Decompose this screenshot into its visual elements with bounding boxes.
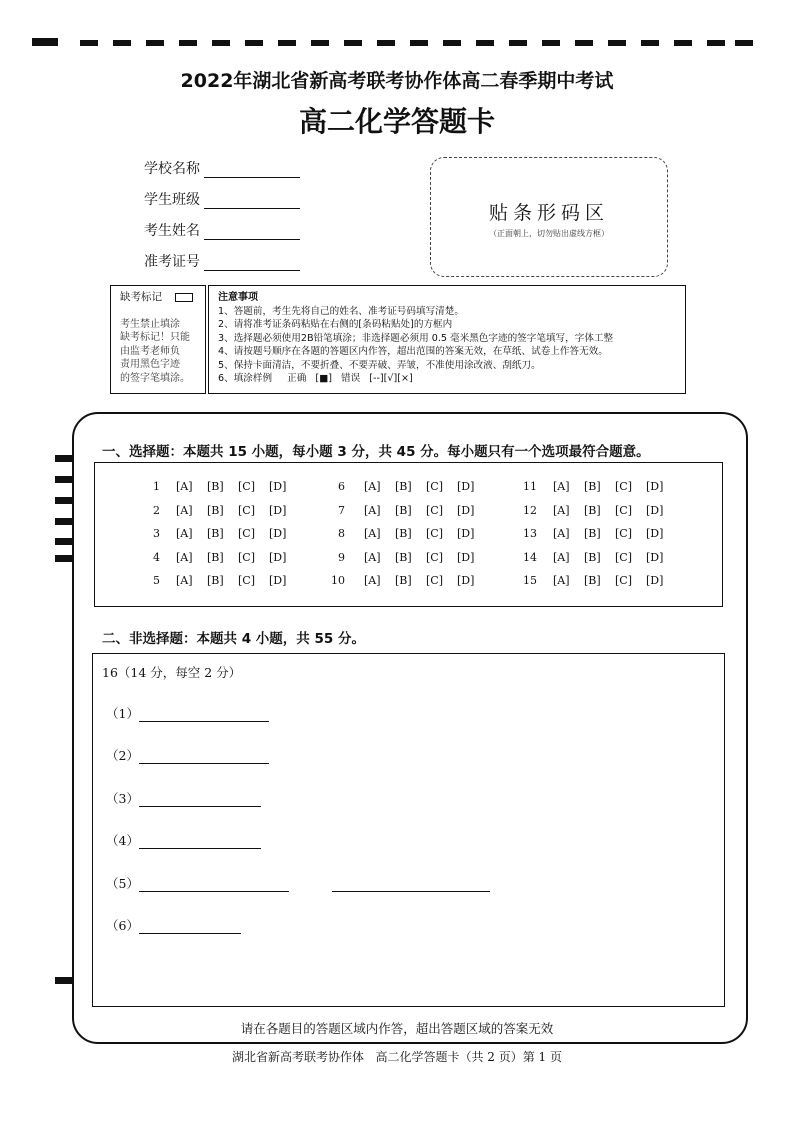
q16-part-1[interactable] xyxy=(106,704,269,722)
choice-bubble[interactable]: [D] xyxy=(646,574,664,587)
part-label: （1） xyxy=(106,706,139,721)
choice-bubble[interactable]: [A] xyxy=(364,574,381,587)
choice-bubble[interactable]: [C] xyxy=(615,551,632,564)
answer-line[interactable] xyxy=(139,879,289,892)
choice-bubble[interactable]: [B] xyxy=(584,480,601,493)
timing-mark xyxy=(410,40,428,46)
choice-bubble[interactable]: [C] xyxy=(238,480,255,493)
answer-line[interactable] xyxy=(139,921,241,934)
barcode-note: （正面朝上，切勿贴出虚线方框） xyxy=(489,229,609,238)
choice-bubble[interactable]: [C] xyxy=(426,574,443,587)
choice-bubble[interactable]: [B] xyxy=(395,480,412,493)
q16-heading: 16（14 分，每空 2 分） xyxy=(102,665,242,680)
notes-item: 1、答题前，考生先将自己的姓名、准考证号码填写清楚。 xyxy=(218,306,464,317)
question-number: 10 xyxy=(331,574,345,587)
choice-bubble[interactable]: [D] xyxy=(646,527,664,540)
exam-title: 2022年湖北省新高考联考协作体高二春季期中考试 xyxy=(180,70,614,92)
choice-bubble[interactable]: [A] xyxy=(364,527,381,540)
choice-bubble[interactable]: [D] xyxy=(646,480,664,493)
choice-bubble[interactable]: [A] xyxy=(553,551,570,564)
answer-area-warning: 请在各题目的答题区域内作答，超出答题区域的答案无效 xyxy=(240,1021,554,1036)
timing-mark xyxy=(55,555,73,562)
question-number: 2 xyxy=(153,504,160,517)
question-number: 7 xyxy=(338,504,345,517)
choice-bubble[interactable]: [A] xyxy=(553,480,570,493)
choice-bubble[interactable]: [C] xyxy=(615,527,632,540)
card-title: 高二化学答题卡 xyxy=(298,105,495,138)
part-label: （2） xyxy=(106,748,139,763)
choice-bubble[interactable]: [B] xyxy=(207,574,224,587)
absent-mark-title: 缺考标记 xyxy=(120,291,162,303)
choice-bubble[interactable]: [D] xyxy=(457,480,475,493)
notes-item: 4、请按题号顺序在各题的答题区内作答，超出范围的答案无效，在草纸、试卷上作答无效。 xyxy=(218,346,608,358)
choice-bubble[interactable]: [B] xyxy=(395,574,412,587)
choice-bubble[interactable]: [B] xyxy=(584,574,601,587)
notes-sample-line xyxy=(218,372,613,385)
notes-item: 2、请将准考证条码粘贴在右侧的[条码粘贴处]的方框内 xyxy=(218,319,453,331)
answer-line[interactable] xyxy=(332,879,490,892)
timing-mark xyxy=(707,40,725,46)
wrong-label: 错误 xyxy=(341,373,361,385)
q16-part-5[interactable] xyxy=(106,874,490,892)
timing-mark xyxy=(55,518,73,525)
choice-bubble[interactable]: [B] xyxy=(395,504,412,517)
notes-item: 5、保持卡面清洁，不要折叠、不要弄破、弄皱，不准使用涂改液、刮纸刀。 xyxy=(218,359,541,371)
choice-bubble[interactable]: [D] xyxy=(269,551,287,564)
choice-bubble[interactable]: [D] xyxy=(269,574,287,587)
choice-bubble[interactable]: [C] xyxy=(426,551,443,564)
choice-bubble[interactable]: [D] xyxy=(269,527,287,540)
choice-bubble[interactable]: [A] xyxy=(553,574,570,587)
field-line xyxy=(204,256,300,271)
choice-bubble[interactable]: [A] xyxy=(364,551,381,564)
correct-label: 正确 xyxy=(287,373,307,385)
timing-mark xyxy=(641,40,659,46)
section2-title: 二、非选择题：本题共 4 小题，共 55 分。 xyxy=(102,631,365,647)
q16-part-4[interactable] xyxy=(106,831,261,849)
timing-mark xyxy=(245,40,263,46)
timing-mark xyxy=(344,40,362,46)
choice-bubble[interactable]: [D] xyxy=(646,504,664,517)
choice-bubble[interactable]: [B] xyxy=(207,527,224,540)
choice-bubble[interactable]: [B] xyxy=(584,527,601,540)
timing-mark xyxy=(80,40,98,46)
choice-bubble[interactable]: [C] xyxy=(238,504,255,517)
timing-mark xyxy=(278,40,296,46)
choice-bubble[interactable]: [C] xyxy=(426,527,443,540)
choice-bubble[interactable]: [C] xyxy=(238,574,255,587)
timing-mark xyxy=(311,40,329,46)
timing-mark xyxy=(674,40,692,46)
choice-bubble[interactable]: [C] xyxy=(615,504,632,517)
field-label: 学校名称 xyxy=(144,161,200,177)
choice-bubble[interactable]: [A] xyxy=(176,480,193,493)
choice-bubble[interactable]: [B] xyxy=(207,504,224,517)
field-line xyxy=(204,225,300,240)
question-number: 12 xyxy=(523,504,537,517)
question-number: 6 xyxy=(338,480,345,493)
timing-mark xyxy=(377,40,395,46)
barcode-area[interactable] xyxy=(430,157,668,277)
timing-mark xyxy=(55,455,73,462)
choice-bubble[interactable]: [A] xyxy=(364,504,381,517)
notes-title: 注意事项 xyxy=(218,292,258,303)
choice-bubble[interactable]: [B] xyxy=(207,551,224,564)
page-footer: 湖北省新高考联考协作体 高二化学答题卡（共 2 页）第 1 页 xyxy=(232,1050,562,1064)
field-line xyxy=(204,163,300,178)
question-number: 8 xyxy=(338,527,345,540)
choice-bubble[interactable]: [A] xyxy=(553,504,570,517)
absent-mark-box xyxy=(110,285,206,394)
field-label: 准考证号 xyxy=(144,254,200,270)
choice-bubble[interactable]: [D] xyxy=(269,504,287,517)
choice-bubble[interactable]: [B] xyxy=(395,527,412,540)
choice-bubble[interactable]: [C] xyxy=(615,574,632,587)
part-label: （5） xyxy=(106,876,139,891)
choice-bubble[interactable]: [C] xyxy=(615,480,632,493)
choice-bubble[interactable]: [C] xyxy=(238,551,255,564)
question-number: 4 xyxy=(153,551,160,564)
question-number: 14 xyxy=(523,551,537,564)
choice-bubble[interactable]: [D] xyxy=(457,551,475,564)
answer-line[interactable] xyxy=(139,836,261,849)
class-field[interactable] xyxy=(144,189,300,209)
q16-part-6[interactable] xyxy=(106,916,241,934)
question-number: 13 xyxy=(523,527,537,540)
choice-bubble[interactable]: [A] xyxy=(176,527,193,540)
q16-part-3[interactable] xyxy=(106,789,261,807)
notes-box xyxy=(208,285,686,394)
question-number: 3 xyxy=(153,527,160,540)
choice-bubble[interactable]: [D] xyxy=(646,551,664,564)
answer-line[interactable] xyxy=(139,751,269,764)
timing-mark xyxy=(443,40,461,46)
choice-bubble[interactable]: [D] xyxy=(457,527,475,540)
choice-bubble[interactable]: [D] xyxy=(457,504,475,517)
correct-sample: [■] xyxy=(315,373,332,385)
choice-bubble[interactable]: [D] xyxy=(457,574,475,587)
absent-text-line: 责用黑色字迹 xyxy=(120,359,180,371)
timing-mark xyxy=(113,40,131,46)
choice-bubble[interactable]: [C] xyxy=(426,480,443,493)
timing-mark xyxy=(55,497,73,504)
part-label: （4） xyxy=(106,833,139,848)
choice-bubble[interactable]: [D] xyxy=(269,480,287,493)
choice-bubble[interactable]: [C] xyxy=(426,504,443,517)
timing-mark xyxy=(32,38,58,46)
timing-mark xyxy=(179,40,197,46)
field-line xyxy=(204,194,300,209)
timing-mark xyxy=(735,40,753,46)
absent-text-line: 缺考标记！只能 xyxy=(120,332,190,344)
exam-number-field[interactable] xyxy=(144,251,300,271)
absent-text-line: 考生禁止填涂 xyxy=(120,319,180,330)
timing-mark xyxy=(55,977,73,984)
sample-prefix: 6、填涂样例 xyxy=(218,373,273,385)
choice-bubble[interactable]: [B] xyxy=(584,551,601,564)
timing-mark xyxy=(55,538,73,545)
part-label: （3） xyxy=(106,791,139,806)
q16-part-2[interactable] xyxy=(106,746,269,764)
section1-title: 一、选择题：本题共 15 小题，每小题 3 分，共 45 分。每小题只有一个选项最符合题意。 xyxy=(102,444,650,460)
question-number: 1 xyxy=(153,480,160,493)
choice-bubble[interactable]: [A] xyxy=(176,504,193,517)
timing-mark xyxy=(542,40,560,46)
question-number: 9 xyxy=(338,551,345,564)
absent-text-line: 由监考老师负 xyxy=(120,345,180,357)
school-name-field[interactable] xyxy=(144,158,300,178)
barcode-label: 贴条形码区 xyxy=(488,202,609,224)
choice-bubble[interactable]: [C] xyxy=(238,527,255,540)
notes-item: 3、选择题必须使用2B铅笔填涂；非选择题必须用 0.5 毫米黑色字迹的签字笔填写，字体工整 xyxy=(218,332,614,344)
field-label: 考生姓名 xyxy=(144,223,200,239)
answer-line[interactable] xyxy=(139,709,269,722)
timing-mark xyxy=(146,40,164,46)
timing-mark xyxy=(212,40,230,46)
question-number: 5 xyxy=(153,574,160,587)
student-name-field[interactable] xyxy=(144,220,300,240)
answer-line[interactable] xyxy=(139,794,261,807)
wrong-sample: [--][√][×] xyxy=(369,373,413,385)
choice-bubble[interactable]: [B] xyxy=(207,480,224,493)
part-label: （6） xyxy=(106,918,139,933)
choice-bubble[interactable]: [B] xyxy=(584,504,601,517)
timing-mark xyxy=(55,476,73,483)
field-label: 学生班级 xyxy=(144,192,200,208)
timing-mark xyxy=(575,40,593,46)
choice-bubble[interactable]: [A] xyxy=(176,551,193,564)
question-number: 15 xyxy=(523,574,537,587)
choice-bubble[interactable]: [A] xyxy=(176,574,193,587)
absent-mark-checkbox[interactable] xyxy=(175,293,193,302)
absent-text-line: 的签字笔填涂。 xyxy=(120,372,190,384)
choice-bubble[interactable]: [A] xyxy=(553,527,570,540)
timing-mark xyxy=(608,40,626,46)
choice-bubble[interactable]: [B] xyxy=(395,551,412,564)
question-number: 11 xyxy=(523,480,537,493)
timing-mark xyxy=(476,40,494,46)
choice-bubble[interactable]: [A] xyxy=(364,480,381,493)
timing-mark xyxy=(509,40,527,46)
